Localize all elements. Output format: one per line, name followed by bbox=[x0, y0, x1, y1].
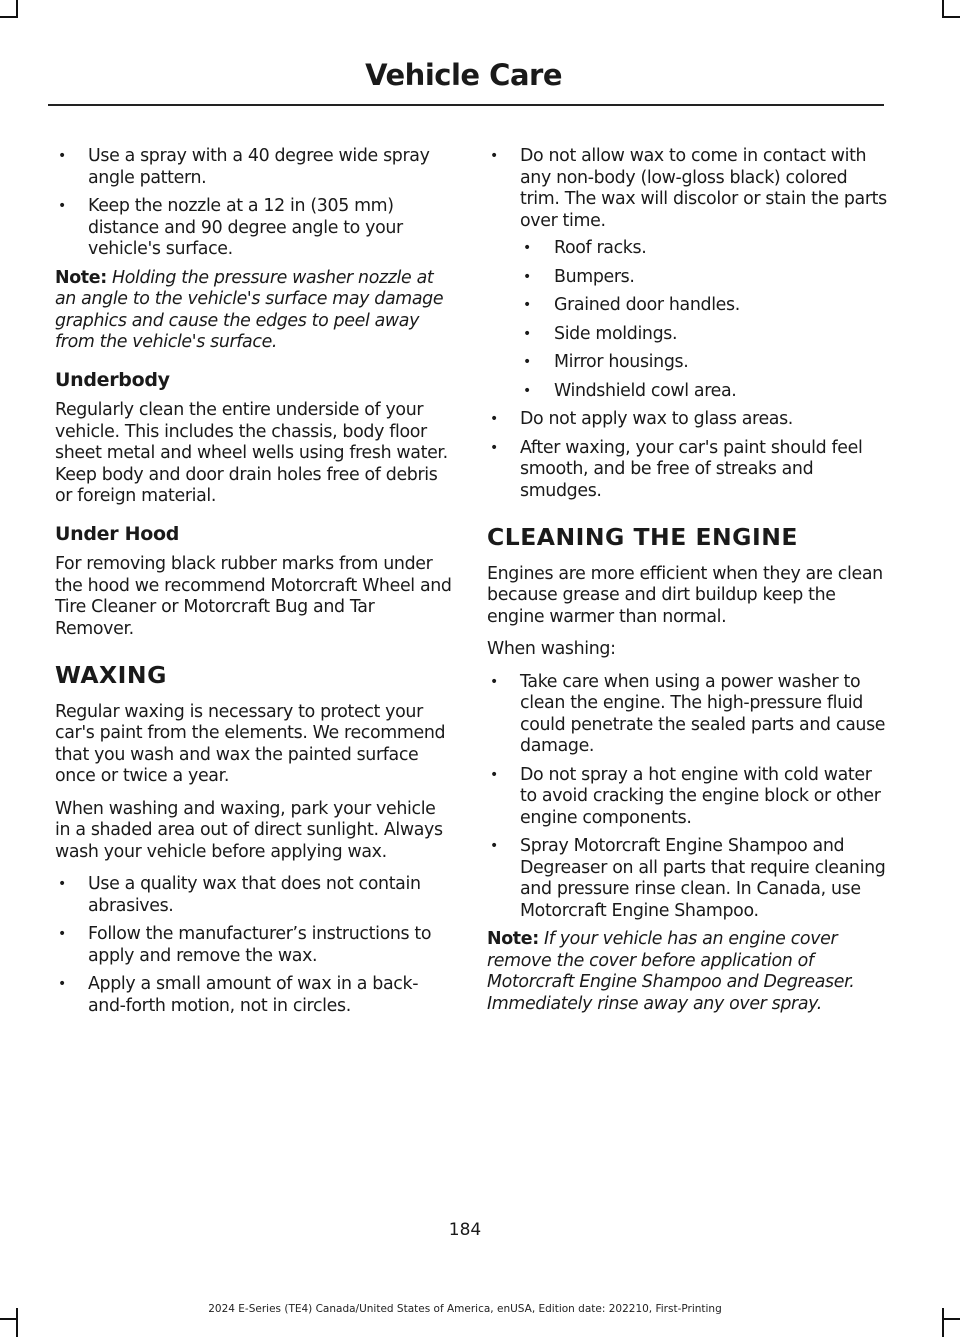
crop-mark-bottom-right bbox=[942, 1308, 944, 1337]
list-item: • Follow the manufacturer’s instructions to apply and remove the wax. bbox=[55, 924, 455, 967]
crop-mark-top-right bbox=[942, 16, 960, 18]
section-heading-waxing: WAXING bbox=[55, 661, 167, 689]
page-number: 184 bbox=[448, 1220, 482, 1240]
note-paragraph bbox=[487, 929, 887, 1015]
engine-paragraph: When washing: bbox=[487, 639, 616, 659]
right-column bbox=[487, 146, 887, 1026]
section-heading-under-hood: Under Hood bbox=[55, 522, 180, 545]
list-item: • Keep the nozzle at a 12 in (305 mm) distance and 90 degree angle to your vehicle's surface. bbox=[55, 196, 455, 261]
page-title: Vehicle Care bbox=[365, 58, 562, 92]
list-item: • Take care when using a power washer to clean the engine. The high-pressure fluid could penetrate the sealed parts and cause damage. bbox=[487, 672, 887, 758]
waxing-paragraph: Regular waxing is necessary to protect your car's paint from the elements. We recommend that you wash and wax the painted surface once or twice a year. bbox=[55, 701, 446, 786]
pressure-washer-bullets bbox=[55, 146, 455, 261]
section-heading-cleaning-engine: CLEANING THE ENGINE bbox=[487, 523, 798, 551]
note-label: Note: bbox=[487, 929, 539, 949]
footer-edition-info: 2024 E-Series (TE4) Canada/United States of America, enUSA, Edition date: 202210, First-Printing bbox=[208, 1303, 722, 1315]
list-item: • Do not apply wax to glass areas. bbox=[487, 409, 887, 431]
list-item: • After waxing, your car's paint should feel smooth, and be free of streaks and smudges. bbox=[487, 438, 887, 503]
waxing-bullets bbox=[55, 874, 455, 1017]
underbody-text: Regularly clean the entire underside of your vehicle. This includes the chassis, body floor sheet metal and wheel wells using fresh water. Keep body and door drain holes free of debris or foreign material. bbox=[55, 400, 448, 506]
list-item: • Use a spray with a 40 degree wide spray angle pattern. bbox=[55, 146, 455, 189]
engine-bullets bbox=[487, 672, 887, 923]
waxing-bullets-continued bbox=[487, 146, 887, 502]
header-rule bbox=[48, 104, 884, 106]
sub-list-item: • Bumpers. bbox=[520, 267, 887, 289]
sub-list-item: • Windshield cowl area. bbox=[520, 381, 887, 403]
engine-paragraph: Engines are more efficient when they are clean because grease and dirt buildup keep the engine warmer than normal. bbox=[487, 563, 883, 627]
trim-parts-list bbox=[520, 238, 887, 402]
list-item: • Do not spray a hot engine with cold water to avoid cracking the engine block or other engine components. bbox=[487, 765, 887, 830]
note-text: Holding the pressure washer nozzle at an angle to the vehicle's surface may damage graphics and cause the edges to peel away from the vehicle's surface. bbox=[55, 267, 444, 352]
note-text: If your vehicle has an engine cover remove the cover before application of Motorcraft Engine Shampoo and Degreaser. Immediately rinse away any over spray. bbox=[487, 929, 855, 1014]
crop-mark-top-left bbox=[0, 16, 18, 18]
list-item: • Use a quality wax that does not contain abrasives. bbox=[55, 874, 455, 917]
crop-mark-bottom-left bbox=[0, 1318, 18, 1320]
crop-mark-bottom-right bbox=[942, 1318, 960, 1320]
sub-list-item: • Side moldings. bbox=[520, 324, 887, 346]
section-heading-underbody: Underbody bbox=[55, 368, 170, 391]
sub-list-item: • Roof racks. bbox=[520, 238, 887, 260]
list-item: • Spray Motorcraft Engine Shampoo and Degreaser on all parts that require cleaning and pressure rinse clean. In Canada, use Motorcraft Engine Shampoo. bbox=[487, 836, 887, 922]
left-column bbox=[55, 146, 455, 1024]
note-paragraph bbox=[55, 268, 455, 354]
sub-list-item: • Grained door handles. bbox=[520, 295, 887, 317]
list-item: • Do not allow wax to come in contact with any non-body (low-gloss black) colored trim. The wax will discolor or stain the parts over time. • Roof racks. • Bumpers. • Grained door handles. • Side moldings. • Mirror housings. • Windshield cowl area. bbox=[487, 146, 887, 402]
sub-list-item: • Mirror housings. bbox=[520, 352, 887, 374]
list-item: • Apply a small amount of wax in a back-and-forth motion, not in circles. bbox=[55, 974, 455, 1017]
under-hood-text: For removing black rubber marks from under the hood we recommend Motorcraft Wheel and Tire Cleaner or Motorcraft Bug and Tar Remover. bbox=[55, 554, 452, 639]
waxing-paragraph: When washing and waxing, park your vehicle in a shaded area out of direct sunlight. Always wash your vehicle before applying wax. bbox=[55, 798, 443, 862]
note-label: Note: bbox=[55, 267, 107, 288]
